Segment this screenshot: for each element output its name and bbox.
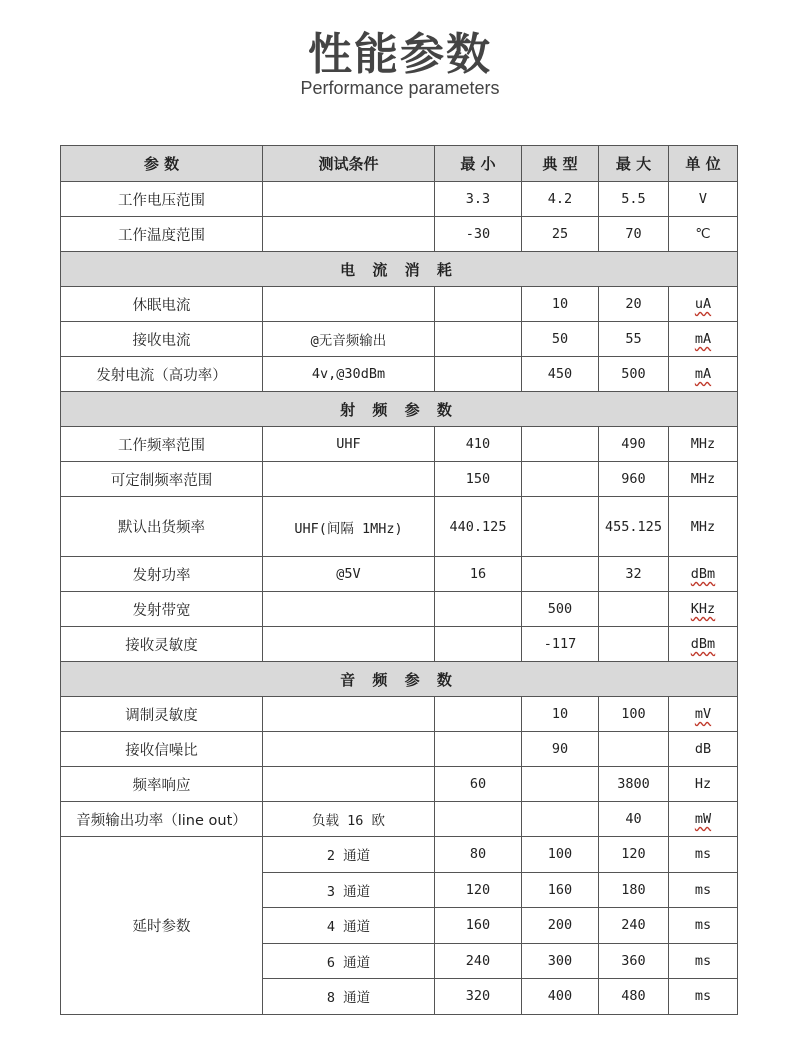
section-row xyxy=(61,252,738,287)
header-min: 最 小 xyxy=(435,146,522,182)
unit-text: MHz xyxy=(690,518,716,535)
condition-cell xyxy=(263,592,435,627)
condition-cell: 8 通道 xyxy=(263,979,435,1015)
table-row xyxy=(61,217,738,252)
table-row xyxy=(61,627,738,662)
max-cell: 3800 xyxy=(599,767,669,802)
param-cell: 接收灵敏度 xyxy=(61,627,263,662)
section-rf: 射 频 参 数 xyxy=(61,392,738,427)
unit-text: mV xyxy=(694,706,712,722)
typ-cell xyxy=(522,497,599,557)
min-cell xyxy=(435,697,522,732)
table-row xyxy=(61,462,738,497)
unit-cell xyxy=(669,732,738,767)
typ-cell xyxy=(522,557,599,592)
unit-cell xyxy=(669,462,738,497)
typ-cell: 100 xyxy=(522,837,599,873)
unit-text: dBm xyxy=(690,636,716,652)
min-cell xyxy=(435,627,522,662)
unit-cell xyxy=(669,802,738,837)
page-subtitle: Performance parameters xyxy=(300,78,500,98)
unit-text: mA xyxy=(694,366,712,382)
condition-cell xyxy=(263,217,435,252)
condition-cell xyxy=(263,697,435,732)
unit-text: V xyxy=(698,191,708,207)
unit-text: ℃ xyxy=(695,226,711,242)
min-cell: 410 xyxy=(435,427,522,462)
typ-cell: 10 xyxy=(522,697,599,732)
typ-cell: 200 xyxy=(522,908,599,944)
max-cell: 455.125 xyxy=(599,497,669,557)
unit-cell xyxy=(669,627,738,662)
max-cell: 70 xyxy=(599,217,669,252)
table-row xyxy=(61,802,738,837)
condition-cell: 6 通道 xyxy=(263,943,435,979)
param-cell: 工作温度范围 xyxy=(61,217,263,252)
min-cell xyxy=(435,592,522,627)
unit-cell xyxy=(669,182,738,217)
param-cell: 发射带宽 xyxy=(61,592,263,627)
unit-cell xyxy=(669,592,738,627)
max-cell: 32 xyxy=(599,557,669,592)
min-cell: 16 xyxy=(435,557,522,592)
unit-cell xyxy=(669,697,738,732)
param-cell: 延时参数 xyxy=(61,837,263,1015)
typ-cell: 4.2 xyxy=(522,182,599,217)
unit-cell xyxy=(669,357,738,392)
max-cell: 180 xyxy=(599,872,669,908)
param-cell: 工作频率范围 xyxy=(61,427,263,462)
unit-cell: ms xyxy=(669,872,738,908)
unit-text: MHz xyxy=(690,436,716,452)
table-row xyxy=(61,497,738,557)
typ-cell: 450 xyxy=(522,357,599,392)
min-cell xyxy=(435,802,522,837)
condition-cell: 负载 16 欧 xyxy=(263,802,435,837)
typ-cell xyxy=(522,427,599,462)
unit-text: uA xyxy=(694,296,712,312)
unit-cell xyxy=(669,217,738,252)
unit-cell xyxy=(669,287,738,322)
unit-text: mW xyxy=(694,811,712,827)
unit-cell: ms xyxy=(669,837,738,873)
condition-cell: UHF(间隔 1MHz) xyxy=(263,497,435,557)
min-cell xyxy=(435,732,522,767)
max-cell: 20 xyxy=(599,287,669,322)
unit-cell: ms xyxy=(669,908,738,944)
min-cell: 3.3 xyxy=(435,182,522,217)
typ-cell xyxy=(522,462,599,497)
section-audio: 音 频 参 数 xyxy=(61,662,738,697)
min-cell: 120 xyxy=(435,872,522,908)
unit-text: dBm xyxy=(690,566,716,582)
header-max: 最 大 xyxy=(599,146,669,182)
table-row xyxy=(61,182,738,217)
max-cell xyxy=(599,592,669,627)
typ-cell: 300 xyxy=(522,943,599,979)
condition-cell: 4 通道 xyxy=(263,908,435,944)
unit-cell xyxy=(669,767,738,802)
condition-cell: UHF xyxy=(263,427,435,462)
max-cell: 490 xyxy=(599,427,669,462)
max-cell: 55 xyxy=(599,322,669,357)
param-cell: 发射功率 xyxy=(61,557,263,592)
typ-cell: 90 xyxy=(522,732,599,767)
table-row xyxy=(61,322,738,357)
condition-cell xyxy=(263,767,435,802)
unit-cell: ms xyxy=(669,979,738,1015)
table-row xyxy=(61,732,738,767)
param-cell: 调制灵敏度 xyxy=(61,697,263,732)
condition-cell: 3 通道 xyxy=(263,872,435,908)
typ-cell: -117 xyxy=(522,627,599,662)
min-cell xyxy=(435,287,522,322)
min-cell: 320 xyxy=(435,979,522,1015)
typ-cell: 160 xyxy=(522,872,599,908)
condition-cell: @5V xyxy=(263,557,435,592)
typ-cell xyxy=(522,767,599,802)
unit-text: Hz xyxy=(694,776,712,792)
unit-text: mA xyxy=(694,331,712,347)
section-current: 电 流 消 耗 xyxy=(61,252,738,287)
min-cell: 60 xyxy=(435,767,522,802)
param-cell: 休眠电流 xyxy=(61,287,263,322)
param-cell: 频率响应 xyxy=(61,767,263,802)
condition-cell xyxy=(263,732,435,767)
param-cell: 接收电流 xyxy=(61,322,263,357)
typ-cell: 25 xyxy=(522,217,599,252)
min-cell: 80 xyxy=(435,837,522,873)
param-cell: 可定制频率范围 xyxy=(61,462,263,497)
unit-text: KHz xyxy=(690,601,716,617)
max-cell: 360 xyxy=(599,943,669,979)
table-header-row xyxy=(61,146,738,182)
typ-cell: 500 xyxy=(522,592,599,627)
min-cell: 150 xyxy=(435,462,522,497)
table-row xyxy=(61,427,738,462)
min-cell xyxy=(435,322,522,357)
param-cell: 工作电压范围 xyxy=(61,182,263,217)
typ-cell: 10 xyxy=(522,287,599,322)
unit-cell xyxy=(669,322,738,357)
min-cell xyxy=(435,357,522,392)
max-cell xyxy=(599,627,669,662)
table-row xyxy=(61,837,738,873)
max-cell: 5.5 xyxy=(599,182,669,217)
max-cell: 240 xyxy=(599,908,669,944)
max-cell: 40 xyxy=(599,802,669,837)
max-cell xyxy=(599,732,669,767)
max-cell: 960 xyxy=(599,462,669,497)
condition-cell xyxy=(263,287,435,322)
typ-cell: 400 xyxy=(522,979,599,1015)
table-row xyxy=(61,287,738,322)
condition-cell xyxy=(263,462,435,497)
max-cell: 500 xyxy=(599,357,669,392)
condition-cell: 4v,@30dBm xyxy=(263,357,435,392)
typ-cell xyxy=(522,802,599,837)
table-row xyxy=(61,592,738,627)
table-row xyxy=(61,697,738,732)
min-cell: -30 xyxy=(435,217,522,252)
max-cell: 480 xyxy=(599,979,669,1015)
header-condition: 测试条件 xyxy=(263,146,435,182)
header-typ: 典 型 xyxy=(522,146,599,182)
condition-cell: @无音频输出 xyxy=(263,322,435,357)
section-row xyxy=(61,392,738,427)
unit-cell: ms xyxy=(669,943,738,979)
section-row xyxy=(61,662,738,697)
unit-text: dB xyxy=(694,741,712,757)
condition-cell: 2 通道 xyxy=(263,837,435,873)
condition-cell xyxy=(263,627,435,662)
max-cell: 120 xyxy=(599,837,669,873)
table-row xyxy=(61,557,738,592)
table-row xyxy=(61,767,738,802)
table-row xyxy=(61,357,738,392)
header-param: 参 数 xyxy=(61,146,263,182)
header-unit: 单 位 xyxy=(669,146,738,182)
unit-text: MHz xyxy=(690,471,716,487)
unit-cell xyxy=(669,557,738,592)
page-title: 性能参数 xyxy=(308,29,492,80)
typ-cell: 50 xyxy=(522,322,599,357)
param-cell: 默认出货频率 xyxy=(61,497,263,557)
min-cell: 160 xyxy=(435,908,522,944)
condition-cell xyxy=(263,182,435,217)
param-cell: 音频输出功率（line out） xyxy=(61,802,263,837)
param-cell: 接收信噪比 xyxy=(61,732,263,767)
max-cell: 100 xyxy=(599,697,669,732)
param-cell: 发射电流（高功率） xyxy=(61,357,263,392)
performance-table xyxy=(60,145,738,1015)
min-cell: 240 xyxy=(435,943,522,979)
unit-cell xyxy=(669,497,738,557)
min-cell: 440.125 xyxy=(435,497,522,557)
unit-cell xyxy=(669,427,738,462)
